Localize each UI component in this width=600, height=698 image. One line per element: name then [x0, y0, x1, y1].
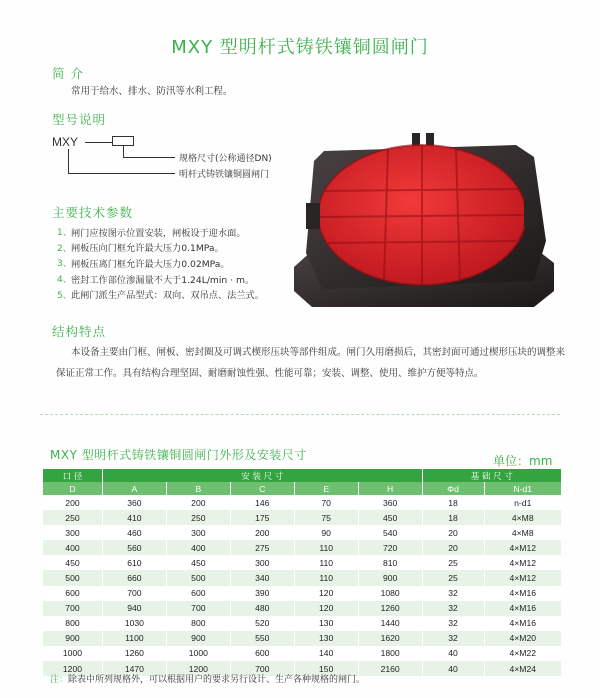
column-header: A	[102, 482, 166, 495]
table-cell: 560	[102, 540, 166, 555]
table-cell: 32	[422, 601, 484, 616]
table-cell: 700	[230, 661, 294, 676]
column-header: H	[358, 482, 422, 495]
table-cell: 600	[43, 586, 103, 601]
table-cell: 146	[230, 495, 294, 510]
table-cell: 120	[294, 601, 358, 616]
table-cell: 140	[294, 646, 358, 661]
table-cell: 200	[166, 495, 230, 510]
structure-heading: 结构特点	[52, 324, 107, 339]
footnote: 注：除表中所列规格外，可以根据用户的要求另行设计、生产各种规格的闸门。	[50, 675, 366, 685]
list-item: 3、 闸板压离门框允许最大压力0.02MPa。	[57, 258, 230, 270]
model-label-type: 明杆式铸铁镶铜圆闸门	[179, 170, 270, 180]
table-cell: 600	[166, 586, 230, 601]
table-cell: 500	[43, 570, 103, 585]
table-cell: 40	[422, 646, 484, 661]
table-cell: 1030	[102, 616, 166, 631]
table-cell: 340	[230, 570, 294, 585]
table-row	[43, 601, 562, 616]
table-cell: 360	[102, 495, 166, 510]
model-heading: 型号说明	[52, 112, 107, 127]
table-row	[43, 495, 562, 510]
table-cell: 25	[422, 570, 484, 585]
table-cell: 4×M12	[484, 570, 561, 585]
table-cell: 410	[102, 510, 166, 525]
table-cell: 4×M16	[484, 616, 561, 631]
table-cell: 32	[422, 631, 484, 646]
column-header: E	[294, 482, 358, 495]
table-cell: 130	[294, 616, 358, 631]
table-cell: 1260	[358, 601, 422, 616]
table-cell: 250	[166, 510, 230, 525]
table-cell: 20	[422, 540, 484, 555]
column-header: D	[43, 482, 103, 495]
page-title: MXY 型明杆式铸铁镶铜圆闸门	[171, 37, 429, 58]
table-cell: 275	[230, 540, 294, 555]
model-diagram	[52, 129, 312, 189]
table-cell: 120	[294, 586, 358, 601]
table-cell: 1080	[358, 586, 422, 601]
table-cell: 1200	[43, 661, 103, 676]
table-cell: 32	[422, 586, 484, 601]
table-cell: 940	[102, 601, 166, 616]
table-cell: 500	[166, 570, 230, 585]
list-item: 2、 闸板压向门框允许最大压力0.1MPa。	[57, 243, 224, 255]
table-cell: 540	[358, 525, 422, 540]
table-cell: 150	[294, 661, 358, 676]
table-cell: 250	[43, 510, 103, 525]
table-cell: 1470	[102, 661, 166, 676]
unit-label: 单位：mm	[493, 454, 553, 468]
table-cell: 130	[294, 631, 358, 646]
table-cell: 460	[102, 525, 166, 540]
table-cell: 1100	[102, 631, 166, 646]
header-group-bore: 口 径	[43, 469, 103, 482]
table-cell: 18	[422, 495, 484, 510]
table-cell: 4×M22	[484, 646, 561, 661]
table-cell: 4×M8	[484, 510, 561, 525]
table-cell: 1620	[358, 631, 422, 646]
spec-box	[112, 136, 134, 146]
table-cell: 300	[43, 525, 103, 540]
table-cell: 200	[230, 525, 294, 540]
table-cell: 175	[230, 510, 294, 525]
table-cell: 4×M8	[484, 525, 561, 540]
table-cell: 1260	[102, 646, 166, 661]
table-cell: 610	[102, 555, 166, 570]
table-row	[43, 616, 562, 631]
table-cell: 1200	[166, 661, 230, 676]
table-cell: 200	[43, 495, 103, 510]
table-cell: 110	[294, 555, 358, 570]
table-cell: 390	[230, 586, 294, 601]
table-cell: 90	[294, 525, 358, 540]
table-cell: n-d1	[484, 495, 561, 510]
table-cell: 25	[422, 555, 484, 570]
column-header: Φd	[422, 482, 484, 495]
divider	[40, 414, 560, 415]
column-header: N-d1	[484, 482, 561, 495]
table-cell: 520	[230, 616, 294, 631]
dimension-table	[42, 469, 561, 676]
table-row	[43, 555, 562, 570]
table-cell: 300	[166, 525, 230, 540]
table-row	[43, 631, 562, 646]
intro-heading: 简 介	[52, 66, 84, 81]
table-cell: 480	[230, 601, 294, 616]
table-cell: 400	[43, 540, 103, 555]
table-title: MXY 型明杆式铸铁镶铜圆闸门外形及安装尺寸	[50, 448, 307, 462]
table-cell: 4×M12	[484, 540, 561, 555]
table-cell: 40	[422, 661, 484, 676]
table-cell: 1800	[358, 646, 422, 661]
table-row	[43, 570, 562, 585]
table-cell: 700	[43, 601, 103, 616]
list-item: 4、 密封工作部位渗漏量不大于1.24L/min · m。	[57, 274, 255, 286]
table-cell: 450	[43, 555, 103, 570]
table-row	[43, 510, 562, 525]
table-cell: 110	[294, 570, 358, 585]
table-cell: 18	[422, 510, 484, 525]
table-cell: 70	[294, 495, 358, 510]
table-row	[43, 525, 562, 540]
gate-product-image	[284, 131, 562, 315]
table-cell: 900	[166, 631, 230, 646]
table-row	[43, 646, 562, 661]
table-cell: 450	[166, 555, 230, 570]
params-list	[57, 224, 264, 302]
structure-text-line2: 保证正常工作。具有结构合理坚固、耐磨耐蚀性强、性能可靠；安装、调整、使用、维护方便等特点。	[56, 368, 484, 379]
list-item: 5、 此闸门派生产品型式：双向、双吊点、法兰式。	[57, 290, 264, 302]
table-cell: 32	[422, 616, 484, 631]
intro-text: 常用于给水、排水、防汛等水利工程。	[71, 86, 233, 97]
column-header: B	[166, 482, 230, 495]
table-cell: 4×M12	[484, 555, 561, 570]
table-cell: 20	[422, 525, 484, 540]
model-label-spec: 规格尺寸(公称通径DN)	[179, 154, 272, 164]
header-group-base: 基 础 尺 寸	[422, 469, 561, 482]
table-cell: 360	[358, 495, 422, 510]
table-cell: 2160	[358, 661, 422, 676]
table-cell: 700	[166, 601, 230, 616]
table-cell: 810	[358, 555, 422, 570]
table-cell: 1000	[166, 646, 230, 661]
table-row	[43, 540, 562, 555]
table-cell: 1440	[358, 616, 422, 631]
table-cell: 550	[230, 631, 294, 646]
table-cell: 720	[358, 540, 422, 555]
table-cell: 4×M24	[484, 661, 561, 676]
table-cell: 75	[294, 510, 358, 525]
table-cell: 110	[294, 540, 358, 555]
table-cell: 4×M16	[484, 586, 561, 601]
table-cell: 450	[358, 510, 422, 525]
table-cell: 700	[102, 586, 166, 601]
header-group-install: 安 装 尺 寸	[102, 469, 422, 482]
table-cell: 900	[358, 570, 422, 585]
table-cell: 800	[166, 616, 230, 631]
list-item: 1、 闸门应按图示位置安装，闸板设于迎水面。	[57, 227, 246, 239]
table-cell: 600	[230, 646, 294, 661]
table-row	[43, 586, 562, 601]
table-cell: 4×M16	[484, 601, 561, 616]
table-cell: 4×M20	[484, 631, 561, 646]
structure-text-line1: 本设备主要由门框、闸板、密封圈及可调式楔形压块等部件组成。闸门久用磨损后，其密封面可通过楔形压块的调整来	[71, 347, 566, 358]
table-cell: 660	[102, 570, 166, 585]
table-cell: 300	[230, 555, 294, 570]
table-cell: 1000	[43, 646, 103, 661]
table-cell: 800	[43, 616, 103, 631]
column-header: C	[230, 482, 294, 495]
model-code: MXY	[52, 135, 79, 149]
table-cell: 400	[166, 540, 230, 555]
params-heading: 主要技术参数	[52, 205, 134, 220]
table-cell: 900	[43, 631, 103, 646]
